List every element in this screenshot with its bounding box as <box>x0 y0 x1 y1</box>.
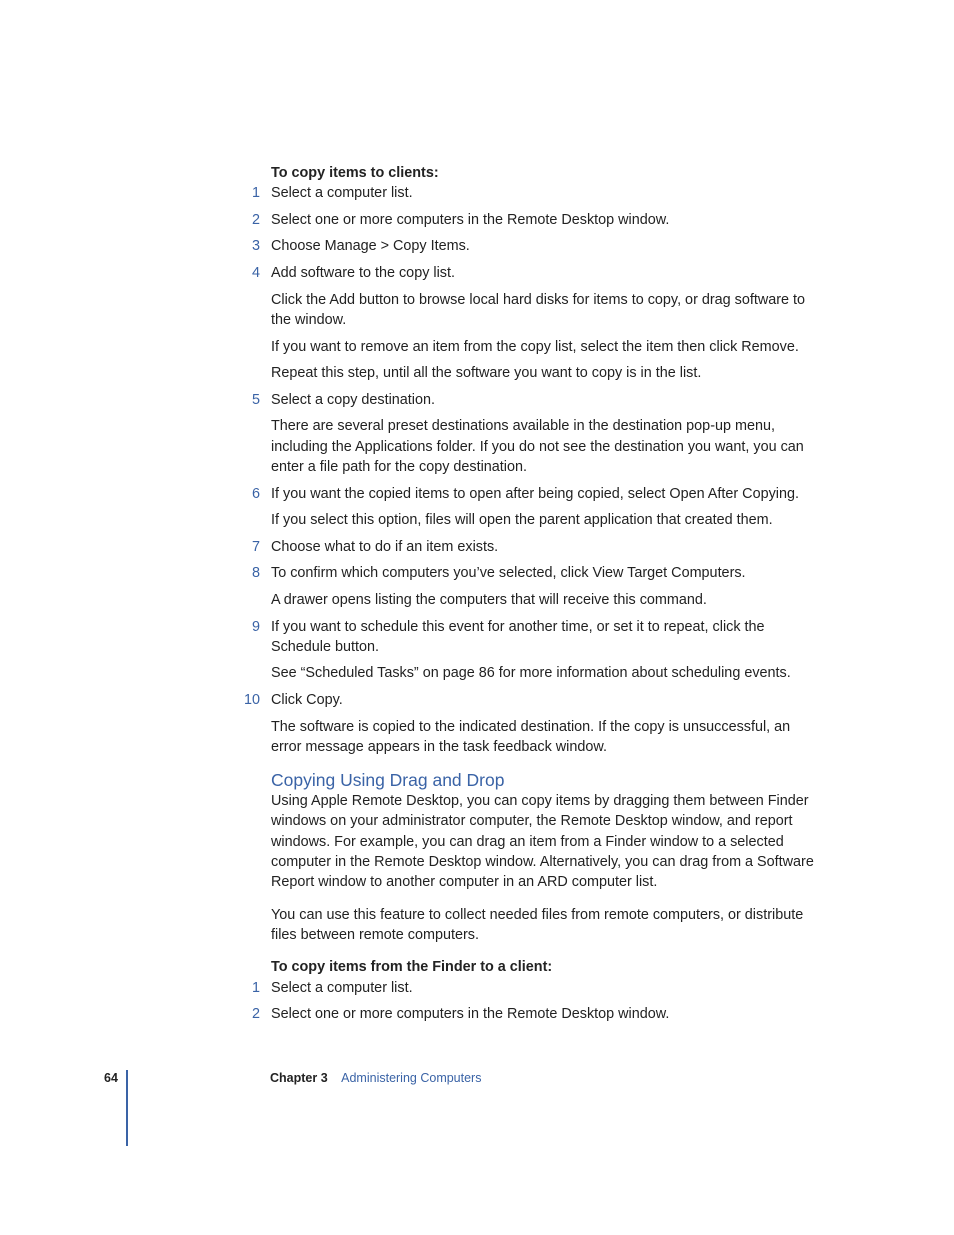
step-6 <box>0 484 823 504</box>
step-text: Select a computer list. <box>271 979 413 996</box>
chapter-label: Chapter 3 <box>270 1071 328 1085</box>
step-number: 1 <box>251 979 260 996</box>
step-number: 5 <box>251 391 260 408</box>
step-1 <box>0 183 823 203</box>
step-number: 2 <box>251 1006 260 1023</box>
step-text: Select one or more computers in the Remote Desktop window. <box>271 1006 670 1023</box>
step-text: Select a copy destination. <box>271 391 435 408</box>
body-paragraph: You can use this feature to collect needed files from remote computers, or distribute files between remote computers. <box>271 906 804 943</box>
step-number: 8 <box>251 565 260 582</box>
chapter-title: Administering Computers <box>341 1071 482 1085</box>
step-text: If you want to schedule this event for another time, or set it to repeat, click the Schedule button. <box>271 618 765 655</box>
step-text: Choose Manage > Copy Items. <box>271 238 470 255</box>
step-text: Select a computer list. <box>271 185 413 202</box>
page-content <box>0 163 954 1024</box>
step-text: Select one or more computers in the Remote Desktop window. <box>271 211 670 228</box>
page-number: 64 <box>104 1071 118 1085</box>
step-number: 2 <box>251 211 260 228</box>
step-number: 3 <box>251 238 260 255</box>
step-6-note: If you select this option, files will open the parent application that created them. <box>271 512 773 529</box>
step-10-note: The software is copied to the indicated destination. If the copy is unsuccessful, an error message appears in the task feedback window. <box>271 718 791 755</box>
step-text: Click Copy. <box>271 691 343 708</box>
procedure-title: To copy items from the Finder to a client: <box>271 959 553 976</box>
step-number: 9 <box>251 618 260 635</box>
step-4-note: If you want to remove an item from the copy list, select the item then click Remove. <box>271 338 799 355</box>
step-10 <box>0 690 823 710</box>
step-number: 7 <box>251 538 260 555</box>
body-paragraph: Using Apple Remote Desktop, you can copy items by dragging them between Finder windows on your administrator computer, the Remote Desktop window, and report windows. For example, you can drag an item from a Finder window to a selected computer in the Remote Desktop window. Alternatively, you can drag from a Software Report window to another computer in an ARD computer list. <box>271 793 814 891</box>
step-text: Add software to the copy list. <box>271 265 455 282</box>
step-text: To confirm which computers you’ve selected, click View Target Computers. <box>271 565 746 582</box>
step-5-note: There are several preset destinations available in the destination pop-up menu, including the Applications folder. If you do not see the destination you want, you can enter a file path for the copy destination. <box>271 418 804 475</box>
footer-divider <box>126 1070 128 1146</box>
step-text: If you want the copied items to open after being copied, select Open After Copying. <box>271 485 799 502</box>
step-number: 4 <box>251 265 260 282</box>
step-number: 10 <box>243 691 260 708</box>
step-text: Choose what to do if an item exists. <box>271 538 499 555</box>
step-2 <box>0 1004 823 1024</box>
step-number: 6 <box>251 485 260 502</box>
step-number: 1 <box>251 185 260 202</box>
step-1 <box>0 978 823 998</box>
footer-chapter <box>270 1071 481 1085</box>
step-5 <box>0 390 823 410</box>
step-2 <box>0 210 823 230</box>
step-4-note: Click the Add button to browse local hard disks for items to copy, or drag software to the window. <box>271 291 806 328</box>
procedure-title: To copy items to clients: <box>271 165 439 181</box>
step-7 <box>0 537 823 557</box>
step-4-note: Repeat this step, until all the software you want to copy is in the list. <box>271 365 702 382</box>
step-9 <box>0 617 823 658</box>
step-8 <box>0 563 823 583</box>
step-4 <box>0 263 823 283</box>
step-9-note: See “Scheduled Tasks” on page 86 for more information about scheduling events. <box>271 665 791 682</box>
step-8-note: A drawer opens listing the computers that will receive this command. <box>271 591 707 608</box>
step-3 <box>0 236 823 256</box>
section-heading: Copying Using Drag and Drop <box>271 770 505 791</box>
